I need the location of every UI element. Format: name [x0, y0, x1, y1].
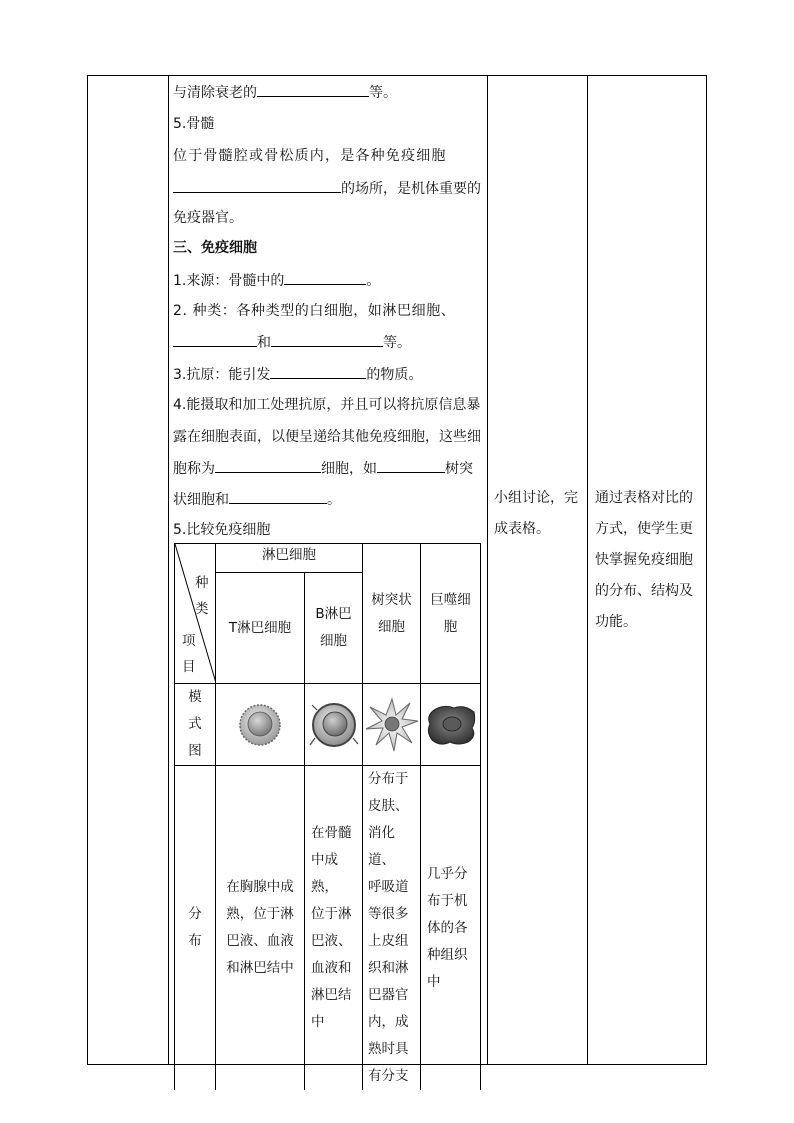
t-cell-image — [237, 702, 283, 748]
blank-6[interactable] — [270, 364, 366, 379]
heading-immune-cells: 三、免疫细胞 — [173, 240, 257, 256]
para-bone-marrow-2: 的场所，是机体重要的 — [173, 178, 481, 199]
para-apc-1: 4.能摄取和加工处理抗原，并且可以将抗原信息暴 — [173, 397, 481, 413]
dendritic-distribution: 分布于 皮肤、 消化道、 呼吸道 等很多 上皮组 织和淋 巴器官 内，成 熟时具 有分支 — [363, 766, 421, 1091]
corner-label-2: 类 — [195, 601, 209, 617]
frame-col-line-2 — [168, 75, 169, 1065]
corner-label-3: 项 — [182, 633, 196, 649]
corner-label-1: 种 — [195, 575, 209, 591]
frame-col-line-4 — [587, 75, 588, 1065]
para-clear-aging: 与清除衰老的 等。 — [173, 82, 397, 103]
frame-col-line-5 — [706, 75, 707, 1065]
header-dendritic: 树突状 细胞 — [363, 544, 421, 684]
row-label-model: 模 式 图 — [175, 684, 216, 766]
blank-1[interactable] — [257, 82, 369, 97]
dendritic-cell-image — [364, 695, 420, 755]
table-corner-cell — [175, 544, 216, 684]
heading-compare: 5.比较免疫细胞 — [173, 522, 271, 538]
macrophage-distribution: 几乎分 布于机 体的各 种组织 中 — [421, 766, 481, 1091]
header-b-cell: B淋巴 细胞 — [305, 573, 363, 684]
frame-col-line-1 — [87, 75, 88, 1065]
para-antigen: 3.抗原：能引发 的物质。 — [173, 364, 422, 385]
blank-7[interactable] — [215, 458, 321, 473]
para-types-1: 2. 种类：各种类型的白细胞，如淋巴细胞、 — [173, 303, 456, 319]
blank-3[interactable] — [284, 270, 366, 285]
corner-label-4: 目 — [182, 659, 196, 675]
para-bone-marrow-3: 免疫器官。 — [173, 210, 243, 226]
heading-bone-marrow: 5.骨髓 — [173, 116, 215, 132]
blank-8[interactable] — [377, 458, 445, 473]
row-label-distribution: 分 布 — [175, 766, 216, 1091]
t-cell-model — [216, 684, 305, 766]
blank-2[interactable] — [173, 178, 341, 193]
blank-4[interactable] — [173, 332, 257, 347]
header-macrophage: 巨噬细 胞 — [421, 544, 481, 684]
header-t-cell: T淋巴细胞 — [216, 573, 305, 684]
macrophage-image — [424, 702, 478, 748]
macrophage-model — [421, 684, 481, 766]
para-bone-marrow-1: 位于骨髓腔或骨松质内，是各种免疫细胞 — [173, 148, 447, 164]
header-lymphocyte: 淋巴细胞 — [216, 544, 363, 573]
student-activity: 小组讨论，完 成表格。 — [494, 490, 578, 537]
para-types-2: 和 等。 — [173, 332, 411, 353]
para-apc-2: 露在细胞表面，以便呈递给其他免疫细胞，这些细 — [173, 429, 481, 445]
dendritic-cell-model — [363, 684, 421, 766]
b-cell-model — [305, 684, 363, 766]
design-intent: 通过表格对比的 方式，使学生更 快掌握免疫细胞 的分布、结构及 功能。 — [595, 490, 693, 630]
blank-9[interactable] — [229, 489, 327, 504]
para-apc-3: 胞称为 细胞，如 树突 — [173, 458, 473, 479]
t-cell-distribution: 在胸腺中成 熟，位于淋 巴液、血液 和淋巴结中 — [216, 766, 305, 1091]
para-apc-4: 状细胞和 。 — [173, 489, 341, 510]
para-source: 1.来源：骨髓中的 。 — [173, 270, 380, 291]
frame-top-line — [87, 75, 707, 76]
b-cell-distribution: 在骨髓 中成熟， 位于淋 巴液、 血液和 淋巴结 中 — [305, 766, 363, 1091]
frame-col-line-3 — [487, 75, 488, 1065]
b-cell-image — [309, 700, 359, 750]
immune-cell-comparison-table — [174, 543, 481, 1090]
blank-5[interactable] — [271, 332, 383, 347]
